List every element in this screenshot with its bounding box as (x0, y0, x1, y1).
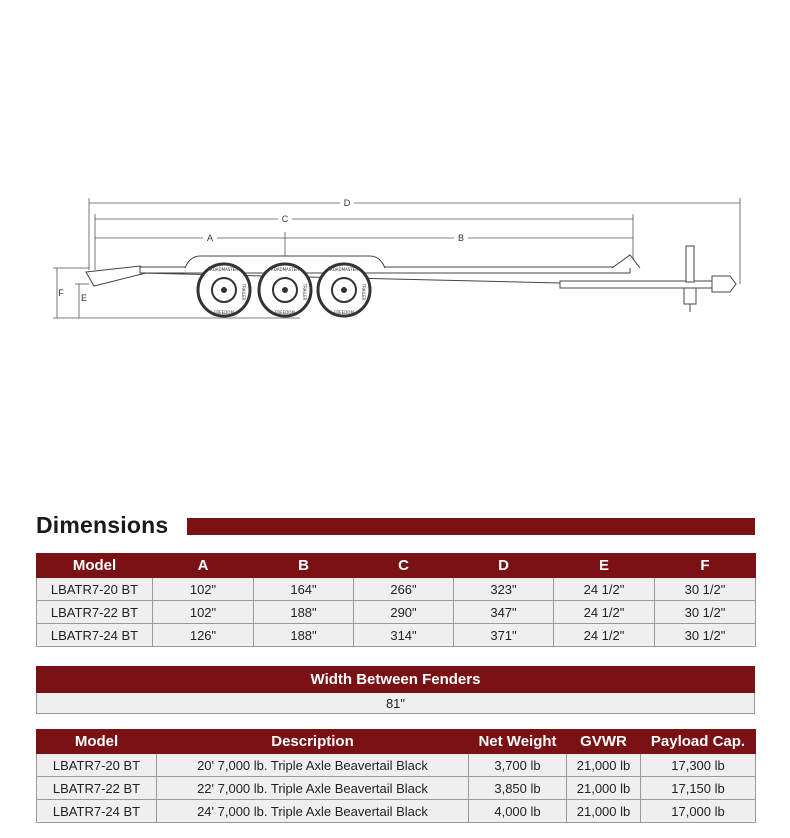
dimensions-header-row (37, 554, 756, 578)
table-row (37, 578, 756, 601)
fenders-value: 81" (37, 693, 755, 714)
header-a: A (153, 554, 254, 578)
cell-b: 164" (254, 578, 354, 601)
cell-d: 323" (454, 578, 554, 601)
cell-d: 371" (454, 624, 554, 647)
table-row (37, 693, 755, 714)
cell-b: 188" (254, 601, 354, 624)
cell-gvwr: 21,000 lb (567, 777, 641, 800)
tire-3-brand: ROADMASTER (329, 267, 359, 272)
cell-model: LBATR7-24 BT (37, 800, 157, 823)
cell-d: 347" (454, 601, 554, 624)
tire-2-type: TRAILER (302, 283, 307, 301)
cell-c: 314" (354, 624, 454, 647)
header-payload: Payload Cap. (641, 730, 756, 754)
header-description: Description (157, 730, 469, 754)
cell-a: 102" (153, 578, 254, 601)
table-row (37, 624, 756, 647)
cell-a: 102" (153, 601, 254, 624)
dim-label-d: D (343, 198, 351, 208)
dim-label-f: F (58, 288, 64, 298)
dimensions-title: Dimensions (36, 512, 169, 538)
cell-gvwr: 21,000 lb (567, 800, 641, 823)
cell-c: 266" (354, 578, 454, 601)
header-f: F (655, 554, 756, 578)
dimensions-table (36, 553, 756, 647)
table-row (37, 777, 756, 800)
cell-payload: 17,300 lb (641, 754, 756, 777)
dim-label-a: A (206, 233, 214, 243)
cell-e: 24 1/2" (554, 601, 655, 624)
trailer-diagram (0, 180, 790, 330)
cell-f: 30 1/2" (655, 624, 756, 647)
cell-f: 30 1/2" (655, 578, 756, 601)
cell-c: 290" (354, 601, 454, 624)
fenders-header: Width Between Fenders (37, 667, 755, 693)
specs-table (36, 729, 756, 823)
cell-payload: 17,000 lb (641, 800, 756, 823)
table-row (37, 800, 756, 823)
tire-1-maker: FREEDOM (214, 310, 234, 315)
header-e: E (554, 554, 655, 578)
cell-model: LBATR7-24 BT (37, 624, 153, 647)
header-c: C (354, 554, 454, 578)
tire-2-brand: ROADMASTER (270, 267, 300, 272)
cell-a: 126" (153, 624, 254, 647)
tire-3-type: TRAILER (361, 283, 366, 301)
fenders-header-row (37, 667, 755, 693)
cell-net-weight: 3,700 lb (469, 754, 567, 777)
cell-b: 188" (254, 624, 354, 647)
cell-net-weight: 4,000 lb (469, 800, 567, 823)
header-d: D (454, 554, 554, 578)
tire-2-maker: FREEDOM (275, 310, 295, 315)
cell-description: 20' 7,000 lb. Triple Axle Beavertail Black (157, 754, 469, 777)
cell-model: LBATR7-22 BT (37, 777, 157, 800)
tire-3-maker: FREEDOM (334, 310, 354, 315)
cell-model: LBATR7-20 BT (37, 578, 153, 601)
table-row (37, 601, 756, 624)
cell-f: 30 1/2" (655, 601, 756, 624)
header-net-weight: Net Weight (469, 730, 567, 754)
header-gvwr: GVWR (567, 730, 641, 754)
header-model: Model (37, 554, 153, 578)
specs-header-row (37, 730, 756, 754)
tire-1-type: TRAILER (241, 283, 246, 301)
cell-description: 24' 7,000 lb. Triple Axle Beavertail Black (157, 800, 469, 823)
table-row (37, 754, 756, 777)
cell-model: LBATR7-20 BT (37, 754, 157, 777)
dim-label-c: C (281, 214, 289, 224)
cell-description: 22' 7,000 lb. Triple Axle Beavertail Black (157, 777, 469, 800)
cell-e: 24 1/2" (554, 624, 655, 647)
cell-e: 24 1/2" (554, 578, 655, 601)
cell-net-weight: 3,850 lb (469, 777, 567, 800)
dim-label-e: E (80, 293, 88, 303)
title-accent-bar (187, 518, 755, 535)
header-model: Model (37, 730, 157, 754)
cell-gvwr: 21,000 lb (567, 754, 641, 777)
cell-model: LBATR7-22 BT (37, 601, 153, 624)
dim-label-b: B (457, 233, 465, 243)
header-b: B (254, 554, 354, 578)
cell-payload: 17,150 lb (641, 777, 756, 800)
tire-1-brand: ROADMASTER (209, 267, 239, 272)
fenders-table (36, 666, 755, 714)
